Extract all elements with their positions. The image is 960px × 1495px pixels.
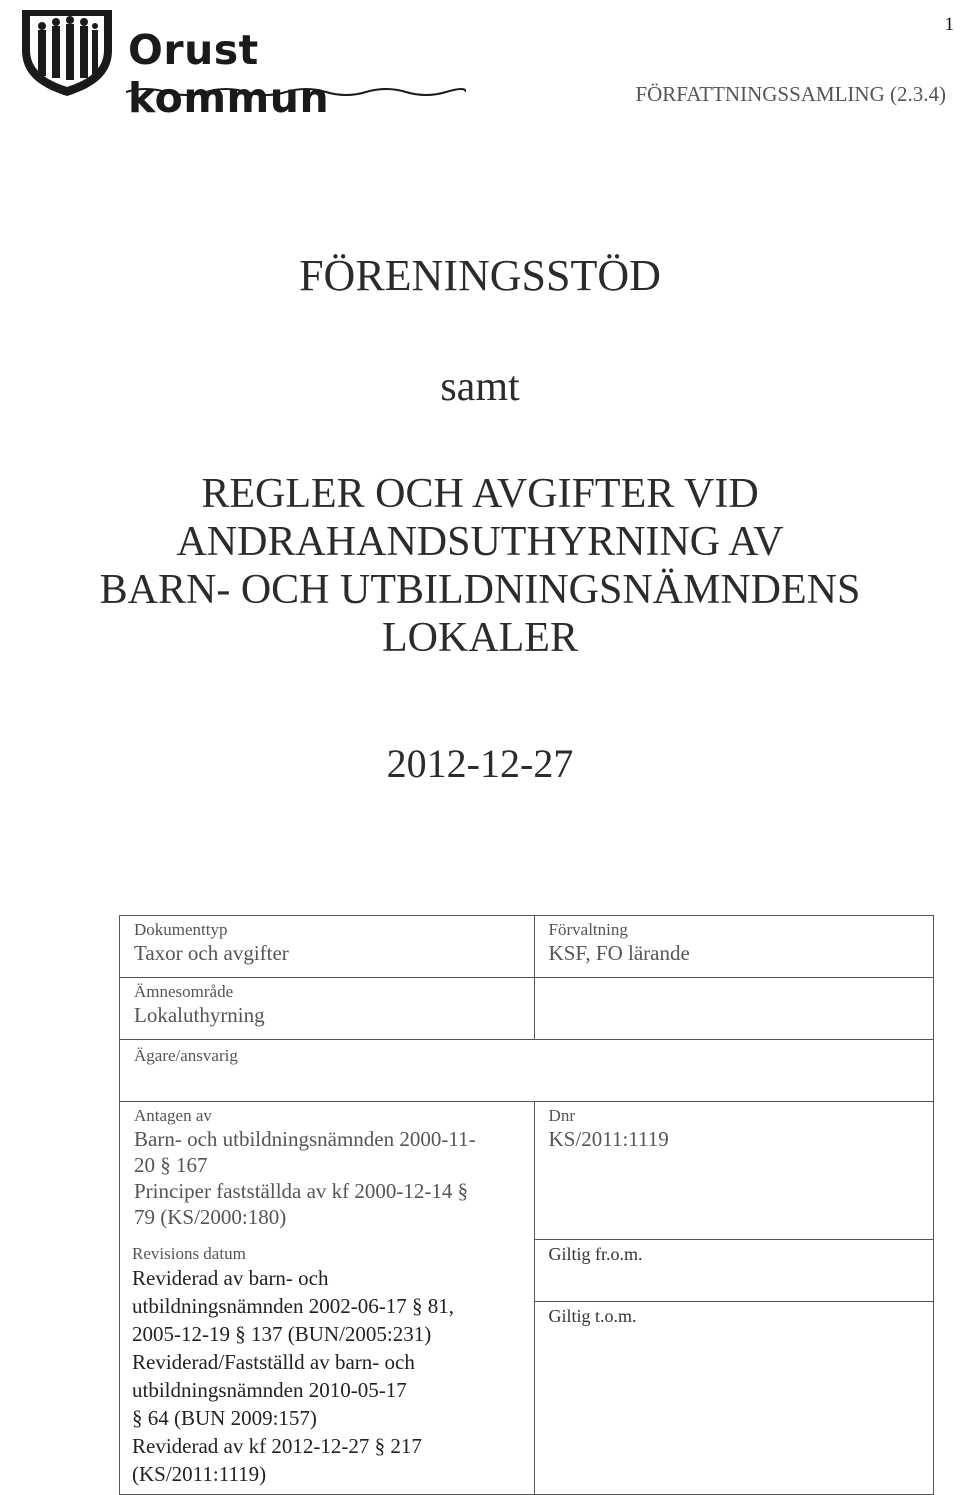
revision-line: utbildningsnämnden 2002-06-17 § 81, <box>132 1293 454 1318</box>
collection-reference: FÖRFATTNINGSSAMLING (2.3.4) <box>635 82 946 106</box>
orust-kommun-logo <box>16 4 466 122</box>
title-connector: samt <box>440 364 520 410</box>
revision-line: 2005-12-19 § 137 (BUN/2005:231) <box>132 1321 432 1346</box>
dnr-cell <box>534 1102 933 1240</box>
subtitle-line: REGLER OCH AVGIFTER VID <box>201 471 759 517</box>
logo-wordmark: Orust kommun <box>128 26 330 122</box>
revision-line: Reviderad/Fastställd av barn- och <box>132 1349 415 1374</box>
subtitle-line: ANDRAHANDSUTHYRNING AV <box>176 519 784 565</box>
logo-wave-icon <box>126 84 466 98</box>
adopted-line: Barn- och utbildningsnämnden 2000-11- <box>134 1127 476 1151</box>
subject-cell <box>120 978 535 1040</box>
adopted-cell <box>120 1102 535 1240</box>
subtitle-line: LOKALER <box>382 615 578 661</box>
subtitle-line: BARN- OCH UTBILDNINGSNÄMNDENS <box>99 567 861 613</box>
admin-label: Förvaltning <box>548 920 628 939</box>
subject-label: Ämnesområde <box>134 982 234 1001</box>
owner-cell <box>120 1040 934 1102</box>
revision-line: (KS/2011:1119) <box>132 1461 267 1486</box>
coat-of-arms-icon <box>16 4 126 102</box>
valid-from-label: Giltig fr.o.m. <box>548 1244 643 1264</box>
doc-type-label: Dokumenttyp <box>134 920 228 939</box>
revision-line: § 64 (BUN 2009:157) <box>132 1405 317 1430</box>
page-number: 1 <box>944 14 954 35</box>
admin-value: KSF, FO lärande <box>548 941 690 965</box>
revision-line: Reviderad av barn- och <box>132 1265 329 1290</box>
main-title: FÖRENINGSSTÖD <box>299 251 661 300</box>
revision-line: utbildningsnämnden 2010-05-17 <box>132 1377 407 1402</box>
document-date: 2012-12-27 <box>386 741 574 786</box>
adopted-label: Antagen av <box>134 1106 212 1125</box>
admin-cell <box>534 916 933 978</box>
adopted-line: 20 § 167 <box>134 1153 208 1177</box>
adopted-line: 79 (KS/2000:180) <box>134 1205 287 1229</box>
document-metadata-table <box>119 915 934 1495</box>
dnr-value: KS/2011:1119 <box>548 1127 669 1151</box>
doc-type-value: Taxor och avgifter <box>134 941 289 965</box>
doc-type-cell <box>120 916 535 978</box>
revision-label: Revisions datum <box>132 1243 246 1263</box>
valid-from-cell <box>534 1240 933 1302</box>
revision-line: Reviderad av kf 2012-12-27 § 217 <box>132 1433 422 1458</box>
dnr-label: Dnr <box>548 1106 575 1125</box>
subtitle <box>0 470 960 662</box>
revision-cell <box>120 1240 535 1495</box>
valid-to-label: Giltig t.o.m. <box>548 1306 637 1327</box>
subject-value: Lokaluthyrning <box>134 1003 265 1027</box>
owner-label: Ägare/ansvarig <box>134 1046 238 1065</box>
valid-to-cell <box>534 1302 933 1494</box>
adopted-line: Principer fastställda av kf 2000-12-14 § <box>134 1179 469 1203</box>
empty-cell <box>534 978 933 1040</box>
